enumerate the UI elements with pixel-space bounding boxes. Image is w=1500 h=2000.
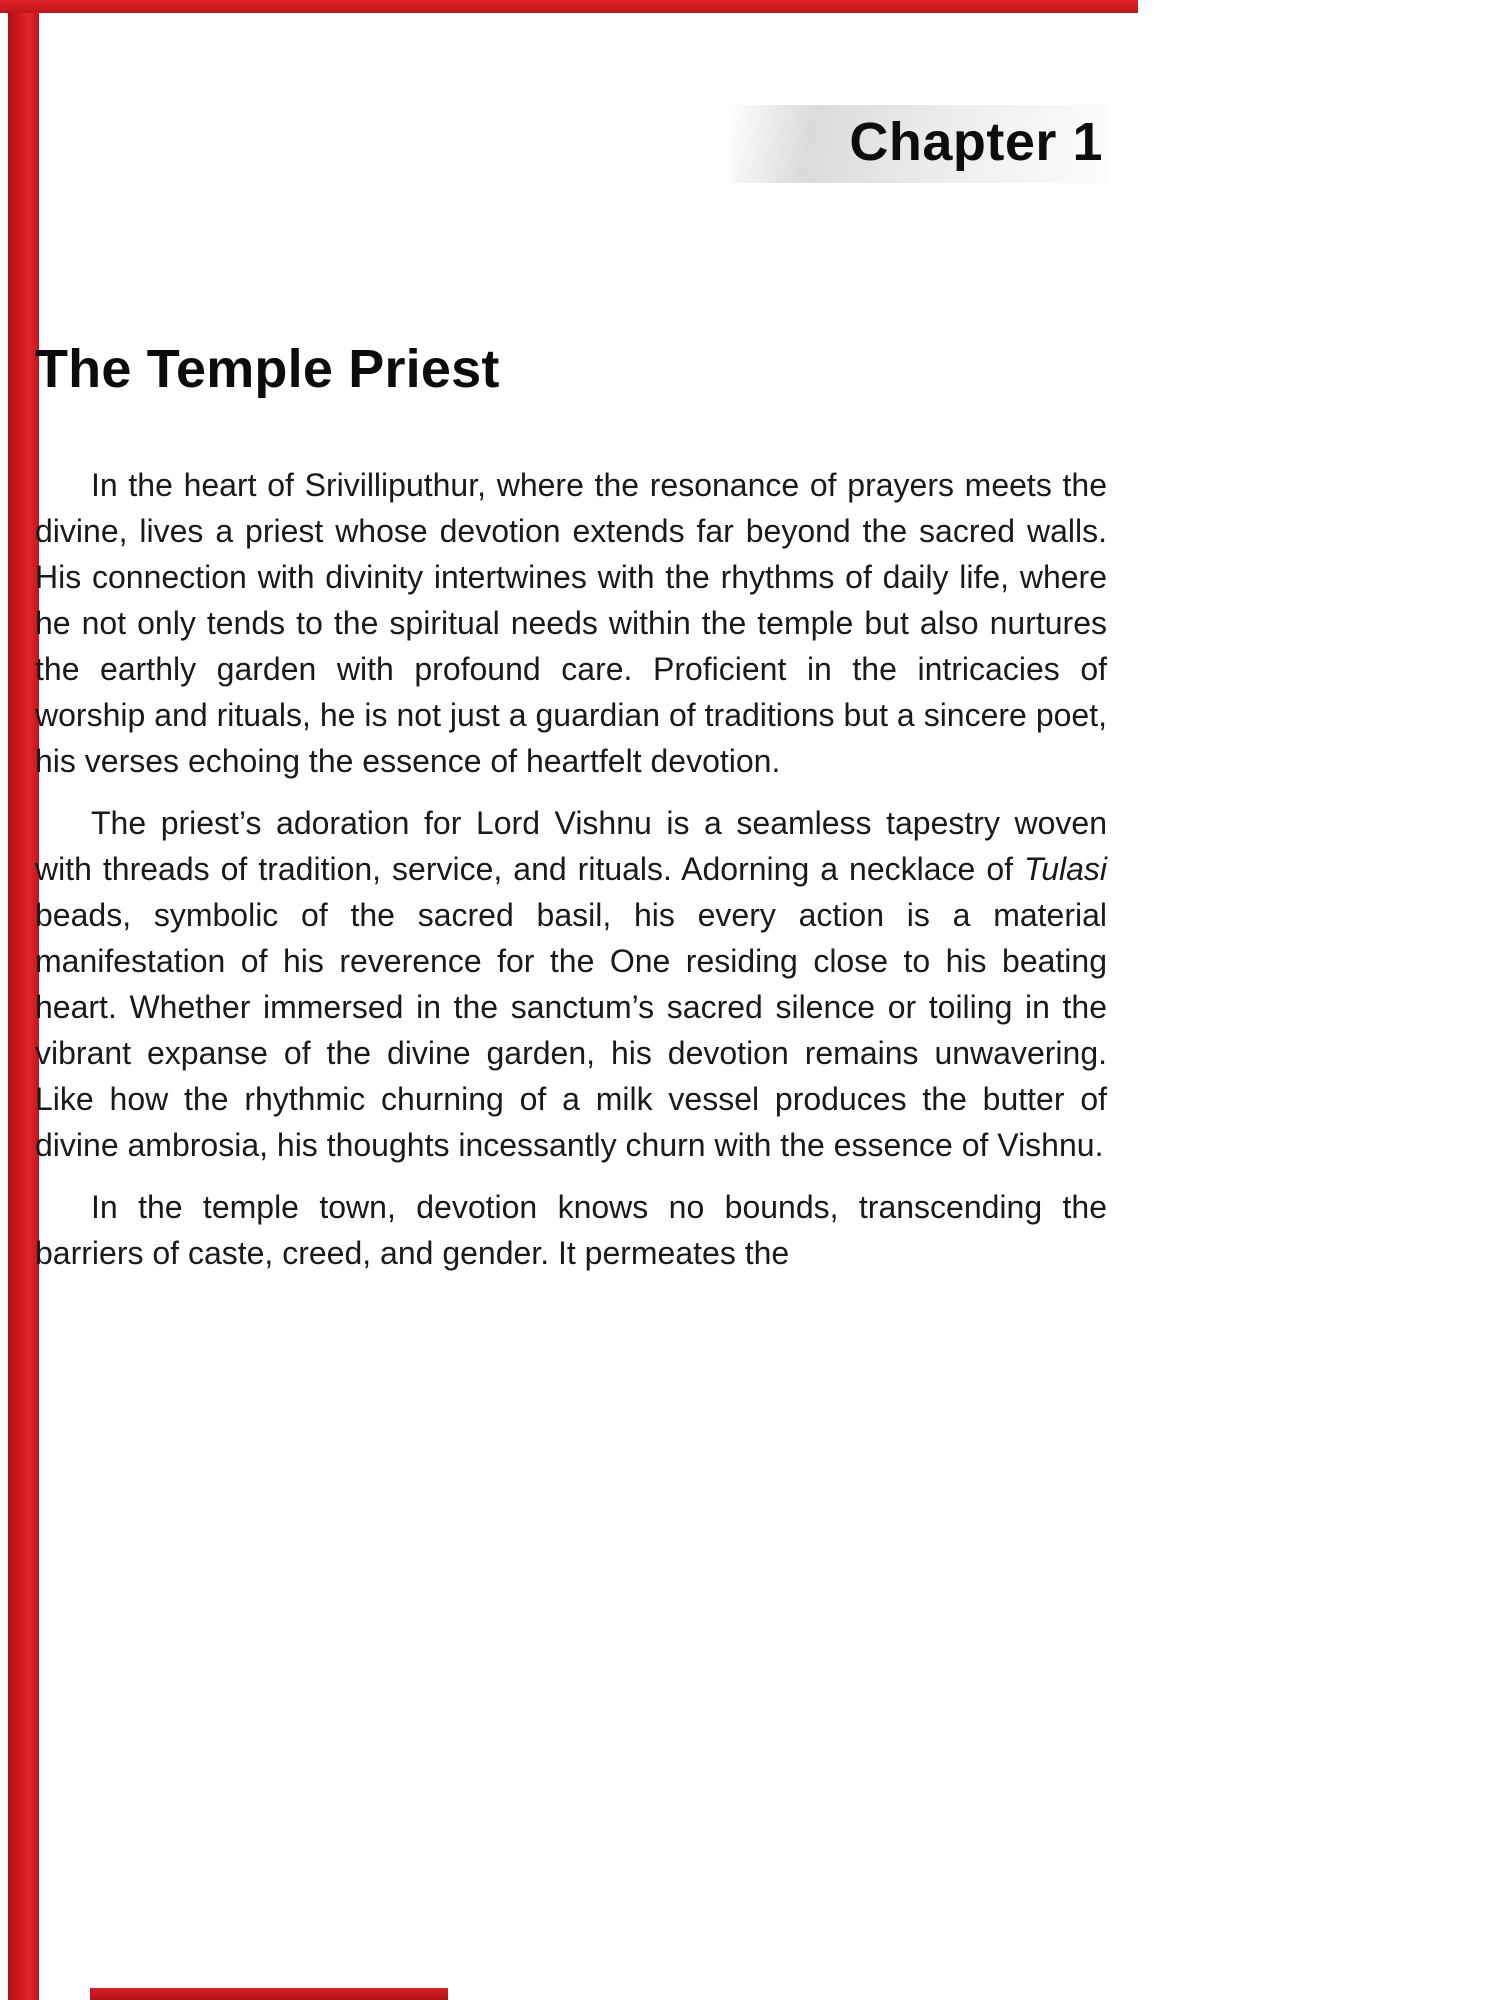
chapter-title: The Temple Priest <box>35 339 500 399</box>
paragraph-3-text: In the temple town, devotion knows no bounds, transcending the barriers of caste, creed, and gender. It permeates the <box>35 1189 1107 1271</box>
book-cover-edge-bottom <box>90 1988 448 2000</box>
paragraph-2-text-post: beads, symbolic of the sacred basil, his every action is a material manifestation of his reverence for the One residing close to his beating heart. Whether immersed in the sanctum’s sacred silence or toiling in the vibrant expanse of the divine garden, his devotion remains unwavering. Like how the rhythmic churning of a milk vessel produces the butter of divine ambrosia, his thoughts incessantly churn with the essence of Vishnu. <box>35 897 1107 1163</box>
paragraph-3 <box>35 1184 1107 1276</box>
paragraph-2-italic-word: Tulasi <box>1024 851 1107 887</box>
chapter-heading-row <box>35 105 1107 183</box>
paragraph-2 <box>35 800 1107 1168</box>
page-content <box>35 0 1107 1276</box>
paragraph-1-text: In the heart of Srivilliputhur, where the resonance of prayers meets the divine, lives a priest whose devotion extends far beyond the sacred walls. His connection with divinity intertwines with the rhythms of daily life, where he not only tends to the spiritual needs within the temple but also nurtures the earthly garden with profound care. Proficient in the intricacies of worship and rituals, he is not just a guardian of traditions but a sincere poet, his verses echoing the essence of heartfelt devotion. <box>35 467 1107 779</box>
paragraph-2-text-pre: The priest’s adoration for Lord Vishnu is a seamless tapestry woven with threads of tradition, service, and rituals. Adorning a necklace of <box>35 805 1107 887</box>
body-text <box>35 462 1107 1276</box>
paragraph-1 <box>35 462 1107 784</box>
chapter-heading: Chapter 1 <box>729 105 1107 183</box>
